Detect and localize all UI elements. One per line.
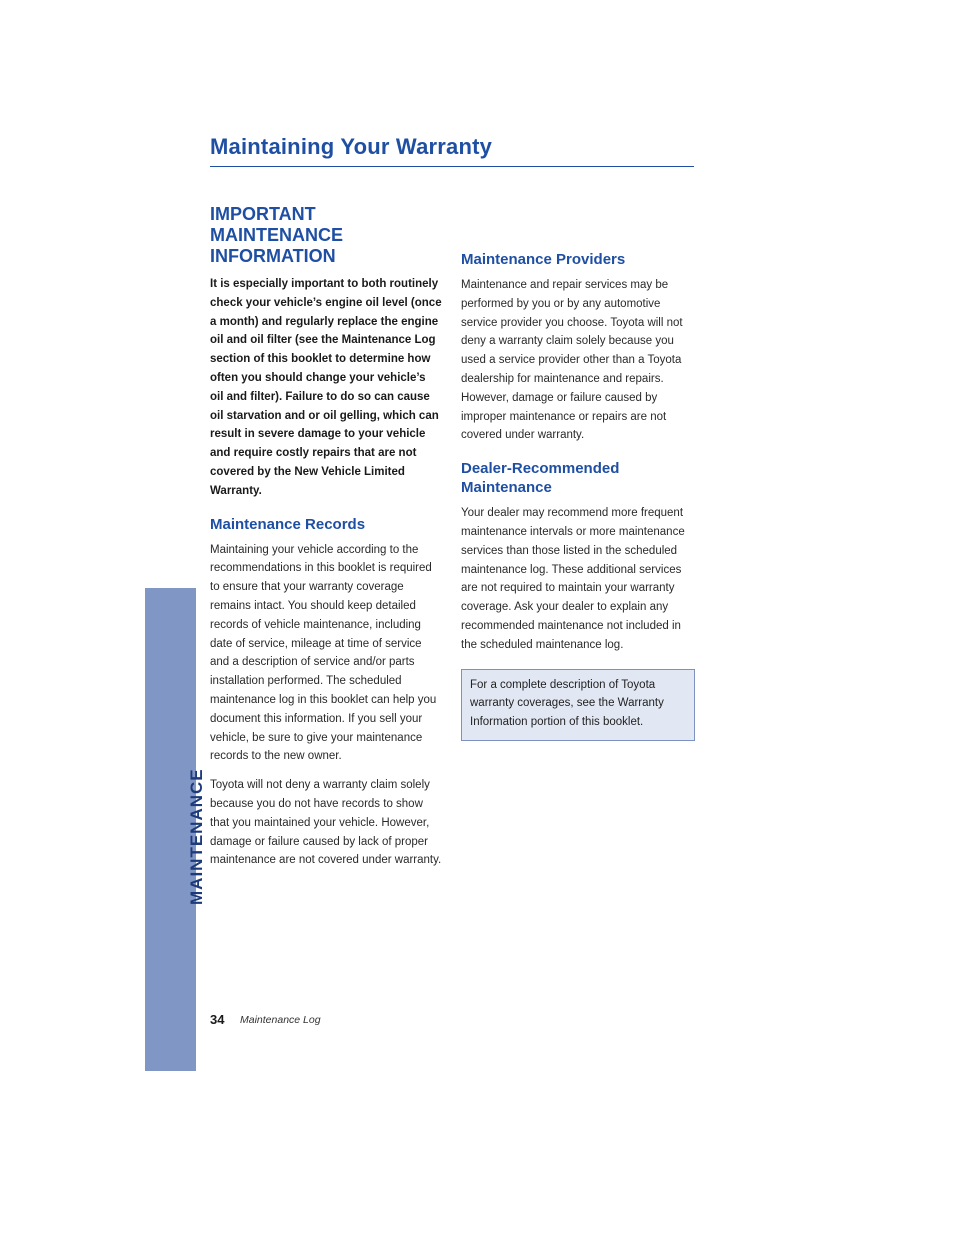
dealer-recommended-heading: Dealer-Recommended Maintenance — [461, 460, 620, 497]
maintenance-providers-heading: Maintenance Providers — [461, 251, 626, 268]
warranty-note-box: For a complete description of Toyota warranty coverages, see the Warranty Information portion of this booklet. — [461, 669, 695, 741]
maintenance-providers-paragraph: Maintenance and repair services may be performed by you or by any automotive service provider you choose. Toyota will not deny a warranty claim solely because you used a service provider other than a Toyota dealership for maintenance and repairs. However, damage or failure caused by improper maintenance or repairs are not covered under warranty. — [461, 279, 683, 442]
page-title: Maintaining Your Warranty — [210, 134, 493, 159]
title-rule — [210, 166, 694, 167]
dealer-recommended-paragraph: Your dealer may recommend more frequent maintenance intervals or more maintenance services than those listed in the scheduled maintenance log. These additional services are not required to maintain your warranty coverage. Ask your dealer to explain any recommended maintenance not included in the scheduled maintenance log. — [461, 507, 685, 651]
important-maintenance-text: It is especially important to both routinely check your vehicle’s engine oil level (once a month) and regularly replace the engine oil and oil filter (see the Maintenance Log section of this booklet to determine how often you should change your vehicle’s oil and filter). Failure to do so can cause oil starvation and or oil gelling, which can result in severe damage to your vehicle and require costly repairs that are not covered by the New Vehicle Limited Warranty. — [210, 278, 442, 497]
side-tab-label: MAINTENANCE — [187, 768, 206, 905]
important-maintenance-heading: IMPORTANT MAINTENANCE INFORMATION — [210, 204, 343, 266]
footer-label: Maintenance Log — [240, 1014, 321, 1026]
maintenance-records-heading: Maintenance Records — [210, 515, 366, 533]
left-column — [210, 204, 442, 880]
maintenance-records-paragraph-2: Toyota will not deny a warranty claim solely because you do not have records to show that you maintained your vehicle. However, damage or failure caused by lack of proper maintenance are not covered under warranty. — [210, 779, 442, 867]
right-column — [461, 250, 697, 741]
maintenance-records-paragraph-1: Maintaining your vehicle according to the recommendations in this booklet is required to ensure that your warranty coverage remains intact. You should keep detailed records of vehicle maintenance, including date of service, mileage at time of service and a description of service and/or parts installation performed. The scheduled maintenance log in this booklet can help you document this information. If you sell your vehicle, be sure to give your maintenance records to the new owner. — [210, 543, 437, 763]
page-number: 34 — [210, 1012, 225, 1027]
